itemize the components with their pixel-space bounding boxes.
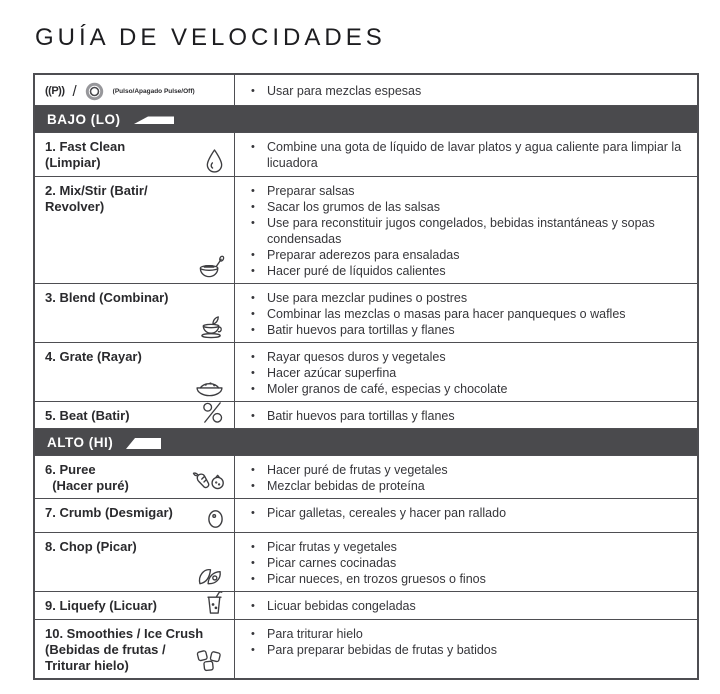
bullet-item [239,139,689,171]
speed-name-cell [35,177,235,283]
speed-label: (Bebidas de frutas / [45,642,166,657]
bullet-text: Combine una gota de líquido de lavar platos y agua caliente para limpiar la licuadora [267,140,682,170]
speed-label: 4. Grate (Rayar) [45,349,142,364]
bullet-item [239,349,689,365]
speed-band [35,428,697,455]
bullet-marker: • [251,541,255,553]
bullet-marker: • [251,600,255,612]
bullet-text: Sacar los grumos de las salsas [267,200,440,214]
bullet-item [239,322,689,338]
bullet-text: Combinar las mezclas o masas para hacer panqueques o wafles [267,307,626,321]
bullet-marker: • [251,217,255,229]
cup-icon [199,314,225,339]
speed-label: 10. Smoothies / Ice Crush [45,626,204,641]
bullet-text: Batir huevos para tortillas y flanes [267,323,455,337]
bullet-marker: • [251,573,255,585]
bullet-text: Use para mezclar pudines o postres [267,291,468,305]
bullet-item [239,642,689,658]
bullet-text: Rayar quesos duros y vegetales [267,350,446,364]
bullet-marker: • [251,324,255,336]
uses-cell [235,177,697,283]
bullet-text: Usar para mezclas espesas [267,84,422,98]
table-row-pulse [35,75,697,105]
speed-name-cell [35,402,235,428]
table-row [35,591,697,619]
table-row [35,342,697,401]
uses-cell [235,343,697,401]
speed-high-icon [125,435,165,450]
bullet-marker: • [251,141,255,153]
mixing-bowl-icon [197,255,225,280]
bullet-text: Picar galletas, cereales y hacer pan rallado [267,506,507,520]
chopped-fruit-icon [196,564,225,588]
bullet-marker: • [251,85,255,97]
bullet-text: Mezclar bebidas de proteína [267,479,425,493]
speed-band [35,105,697,132]
bullet-text: Hacer puré de líquidos calientes [267,264,446,278]
bullet-marker: • [251,464,255,476]
bullet-item [239,571,689,587]
speed-label: 3. Blend (Combinar) [45,290,169,305]
grate-bowl-icon [194,377,225,398]
uses-cell [235,402,697,428]
bullet-text: Licuar bebidas congeladas [267,599,416,613]
bullet-item [239,263,689,279]
speed-label: Revolver) [45,199,105,214]
bullet-item [239,462,689,478]
speed-name-cell [35,592,235,619]
bullet-marker: • [251,644,255,656]
page-title: GUÍA DE VELOCIDADES [35,24,386,51]
table-row [35,176,697,283]
bullet-marker: • [251,383,255,395]
bullet-marker: • [251,185,255,197]
speed-name-cell [35,284,235,342]
bullet-item [239,365,689,381]
speed-name-cell [35,533,235,591]
pulse-setting-cell [35,75,235,105]
bullet-marker: • [251,628,255,640]
bullet-item [239,555,689,571]
bullet-item [239,199,689,215]
speed-label: (Limpiar) [45,155,101,170]
bullet-marker: • [251,292,255,304]
bullet-item [239,381,689,397]
bullet-item [239,505,689,521]
speed-label: 5. Beat (Batir) [45,408,130,423]
table-row [35,619,697,678]
speed-label: Triturar hielo) [45,658,129,673]
bullet-item [239,626,689,642]
uses-cell [235,75,697,105]
bullet-text: Para triturar hielo [267,627,363,641]
uses-cell [235,533,697,591]
power-off-icon [85,82,104,101]
bullet-marker: • [251,308,255,320]
table-row [35,132,697,176]
bullet-item [239,478,689,494]
bullet-text: Picar nueces, en trozos gruesos o finos [267,572,486,586]
speed-label: 8. Chop (Picar) [45,539,137,554]
separator-slash: / [72,82,77,100]
table-row [35,532,697,591]
speed-name-cell [35,456,235,498]
speed-label: 6. Puree [45,462,96,477]
speed-name-cell [35,620,235,678]
bullet-marker: • [251,249,255,261]
bullet-marker: • [251,410,255,422]
bullet-marker: • [251,351,255,363]
table-row [35,498,697,532]
speed-name-cell [35,343,235,401]
bullet-item [239,247,689,263]
bullet-item [239,306,689,322]
bullet-item [239,83,689,99]
bullet-marker: • [251,507,255,519]
droplet-icon [204,148,225,173]
uses-cell [235,620,697,678]
pulse-caption: (Pulso/Apagado Pulse/Off) [112,87,195,95]
bullet-text: Preparar aderezos para ensaladas [267,248,460,262]
bullet-item [239,215,689,247]
bullet-text: Use para reconstituir jugos congelados, bebidas instantáneas y sopas condensadas [267,216,655,246]
band-label: BAJO (LO) [47,111,121,127]
pulse-symbol: ((P)) [45,85,65,97]
bullet-item [239,290,689,306]
table-row [35,401,697,428]
table-row [35,455,697,498]
bullet-text: Batir huevos para tortillas y flanes [267,409,455,423]
bullet-item [239,598,689,614]
band-label: ALTO (HI) [47,434,114,450]
speed-label: 2. Mix/Stir (Batir/ [45,183,148,198]
bullet-item [239,183,689,199]
uses-cell [235,133,697,176]
uses-cell [235,592,697,619]
bullet-text: Preparar salsas [267,184,355,198]
speed-label: 9. Liquefy (Licuar) [45,598,157,613]
speed-name-cell [35,133,235,176]
uses-cell [235,499,697,532]
uses-cell [235,284,697,342]
bullet-marker: • [251,480,255,492]
carrot-fruit-icon [192,469,225,495]
egg-icon [206,508,225,529]
speed-label: 7. Crumb (Desmigar) [45,505,173,520]
bullet-text: Para preparar bebidas de frutas y batidos [267,643,497,657]
bullet-marker: • [251,367,255,379]
speed-low-icon [133,113,179,125]
bullet-text: Hacer puré de frutas y vegetales [267,463,448,477]
bullet-item [239,539,689,555]
bullet-text: Picar carnes cocinadas [267,556,397,570]
bullet-text: Picar frutas y vegetales [267,540,397,554]
bullet-item [239,408,689,424]
bullet-text: Hacer azúcar superfina [267,366,397,380]
speed-name-cell [35,499,235,532]
uses-cell [235,456,697,498]
bullet-marker: • [251,557,255,569]
table-row [35,283,697,342]
speed-label: (Hacer puré) [45,478,129,493]
bullet-marker: • [251,265,255,277]
drink-cup-icon [204,590,225,616]
bullet-marker: • [251,201,255,213]
speed-label: 1. Fast Clean [45,139,126,154]
speed-guide-table [33,73,699,680]
bullet-text: Moler granos de café, especias y chocolate [267,382,508,396]
ice-cubes-icon [194,648,225,675]
whisk-icon [200,400,225,425]
